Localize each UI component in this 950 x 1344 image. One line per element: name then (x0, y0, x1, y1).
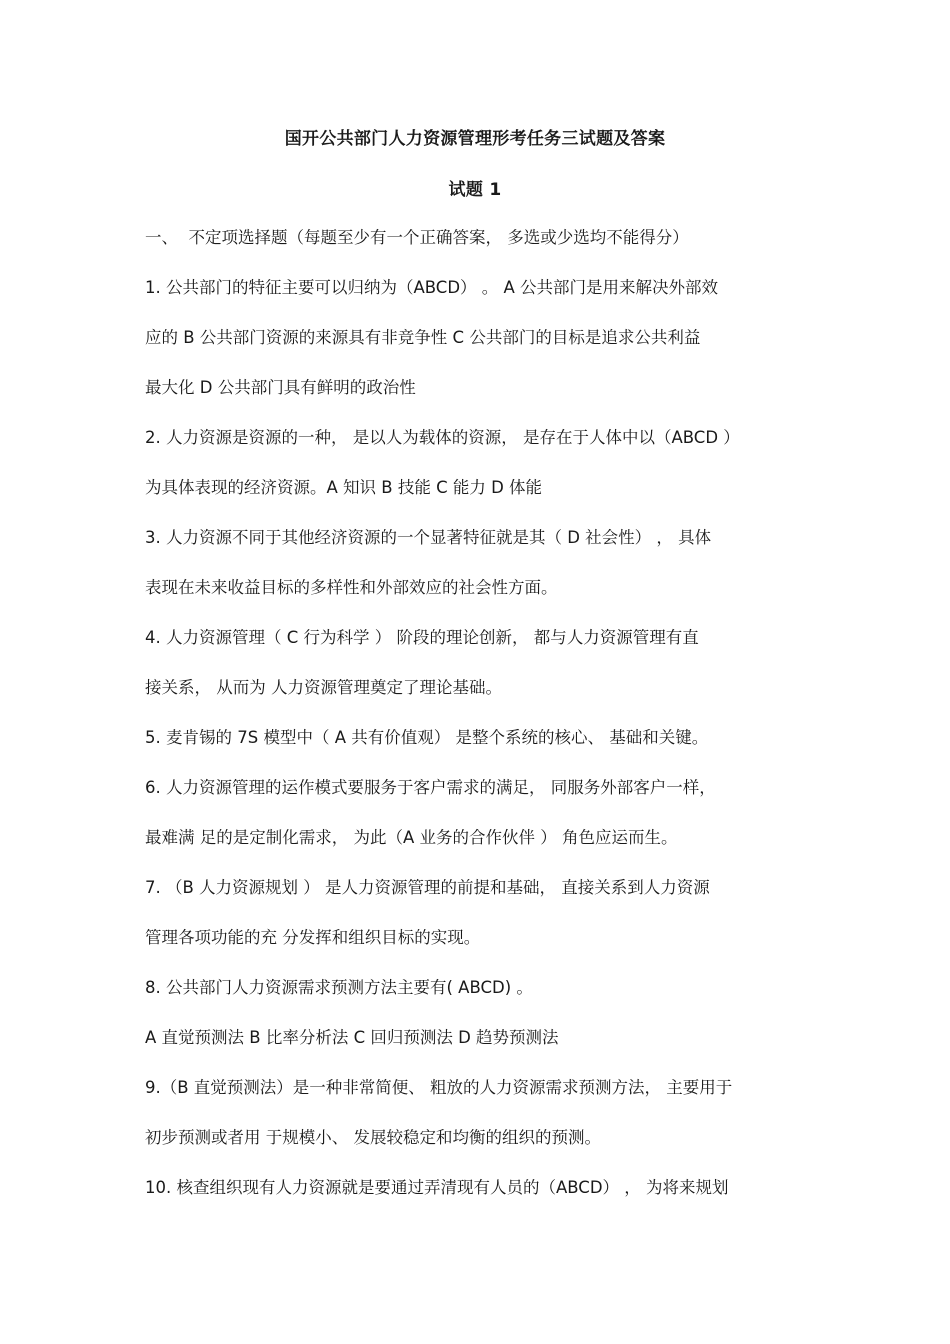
question-9-line-1: 9.（B 直觉预测法）是一种非常简便、 粗放的人力资源需求预测方法， 主要用于 (145, 1078, 733, 1097)
document-body (145, 226, 810, 1226)
document-title: 国开公共部门人力资源管理形考任务三试题及答案 (284, 129, 666, 149)
question-5-line-1: 5. 麦肯锡的 7S 模型中（ A 共有价值观） 是整个系统的核心、 基础和关键。 (145, 728, 709, 747)
question-8-line-1: 8. 公共部门人力资源需求预测方法主要有( ABCD) 。 (145, 978, 533, 997)
question-4-line-1: 4. 人力资源管理（ C 行为科学 ） 阶段的理论创新， 都与人力资源管理有直 (145, 628, 699, 647)
question-7-line-2: 管理各项功能的充 分发挥和组织目标的实现。 (145, 928, 481, 947)
section-heading: 一、 不定项选择题（每题至少有一个正确答案， 多选或少选均不能得分） (145, 228, 689, 247)
question-4-line-2: 接关系， 从而为 人力资源管理奠定了理论基础。 (145, 678, 502, 697)
question-9-line-2: 初步预测或者用 于规模小、 发展较稳定和均衡的组织的预测。 (145, 1128, 601, 1147)
question-1-line-3: 最大化 D 公共部门具有鲜明的政治性 (145, 378, 416, 397)
question-2-line-1: 2. 人力资源是资源的一种， 是以人为载体的资源， 是存在于人体中以（ABCD ） (145, 428, 740, 447)
question-1-line-1: 1. 公共部门的特征主要可以归纳为（ABCD） 。 A 公共部门是用来解决外部效 (145, 278, 719, 297)
document-subtitle: 试题 1 (448, 180, 502, 200)
question-3-line-2: 表现在未来收益目标的多样性和外部效应的社会性方面。 (145, 578, 558, 597)
question-3-line-1: 3. 人力资源不同于其他经济资源的一个显著特征就是其（ D 社会性） ， 具体 (145, 528, 712, 547)
question-6-line-2: 最难满 足的是定制化需求， 为此（A 业务的合作伙伴 ） 角色应运而生。 (145, 828, 678, 847)
question-8-line-2: A 直觉预测法 B 比率分析法 C 回归预测法 D 趋势预测法 (145, 1028, 559, 1047)
question-2-line-2: 为具体表现的经济资源。A 知识 B 技能 C 能力 D 体能 (145, 478, 543, 497)
question-6-line-1: 6. 人力资源管理的运作模式要服务于客户需求的满足， 同服务外部客户一样， (145, 778, 716, 797)
question-1-line-2: 应的 B 公共部门资源的来源具有非竞争性 C 公共部门的目标是追求公共利益 (145, 328, 701, 347)
question-10-line-1: 10. 核查组织现有人力资源就是要通过弄清现有人员的（ABCD） ， 为将来规划 (145, 1178, 729, 1197)
question-7-line-1: 7. （B 人力资源规划 ） 是人力资源管理的前提和基础， 直接关系到人力资源 (145, 878, 710, 897)
